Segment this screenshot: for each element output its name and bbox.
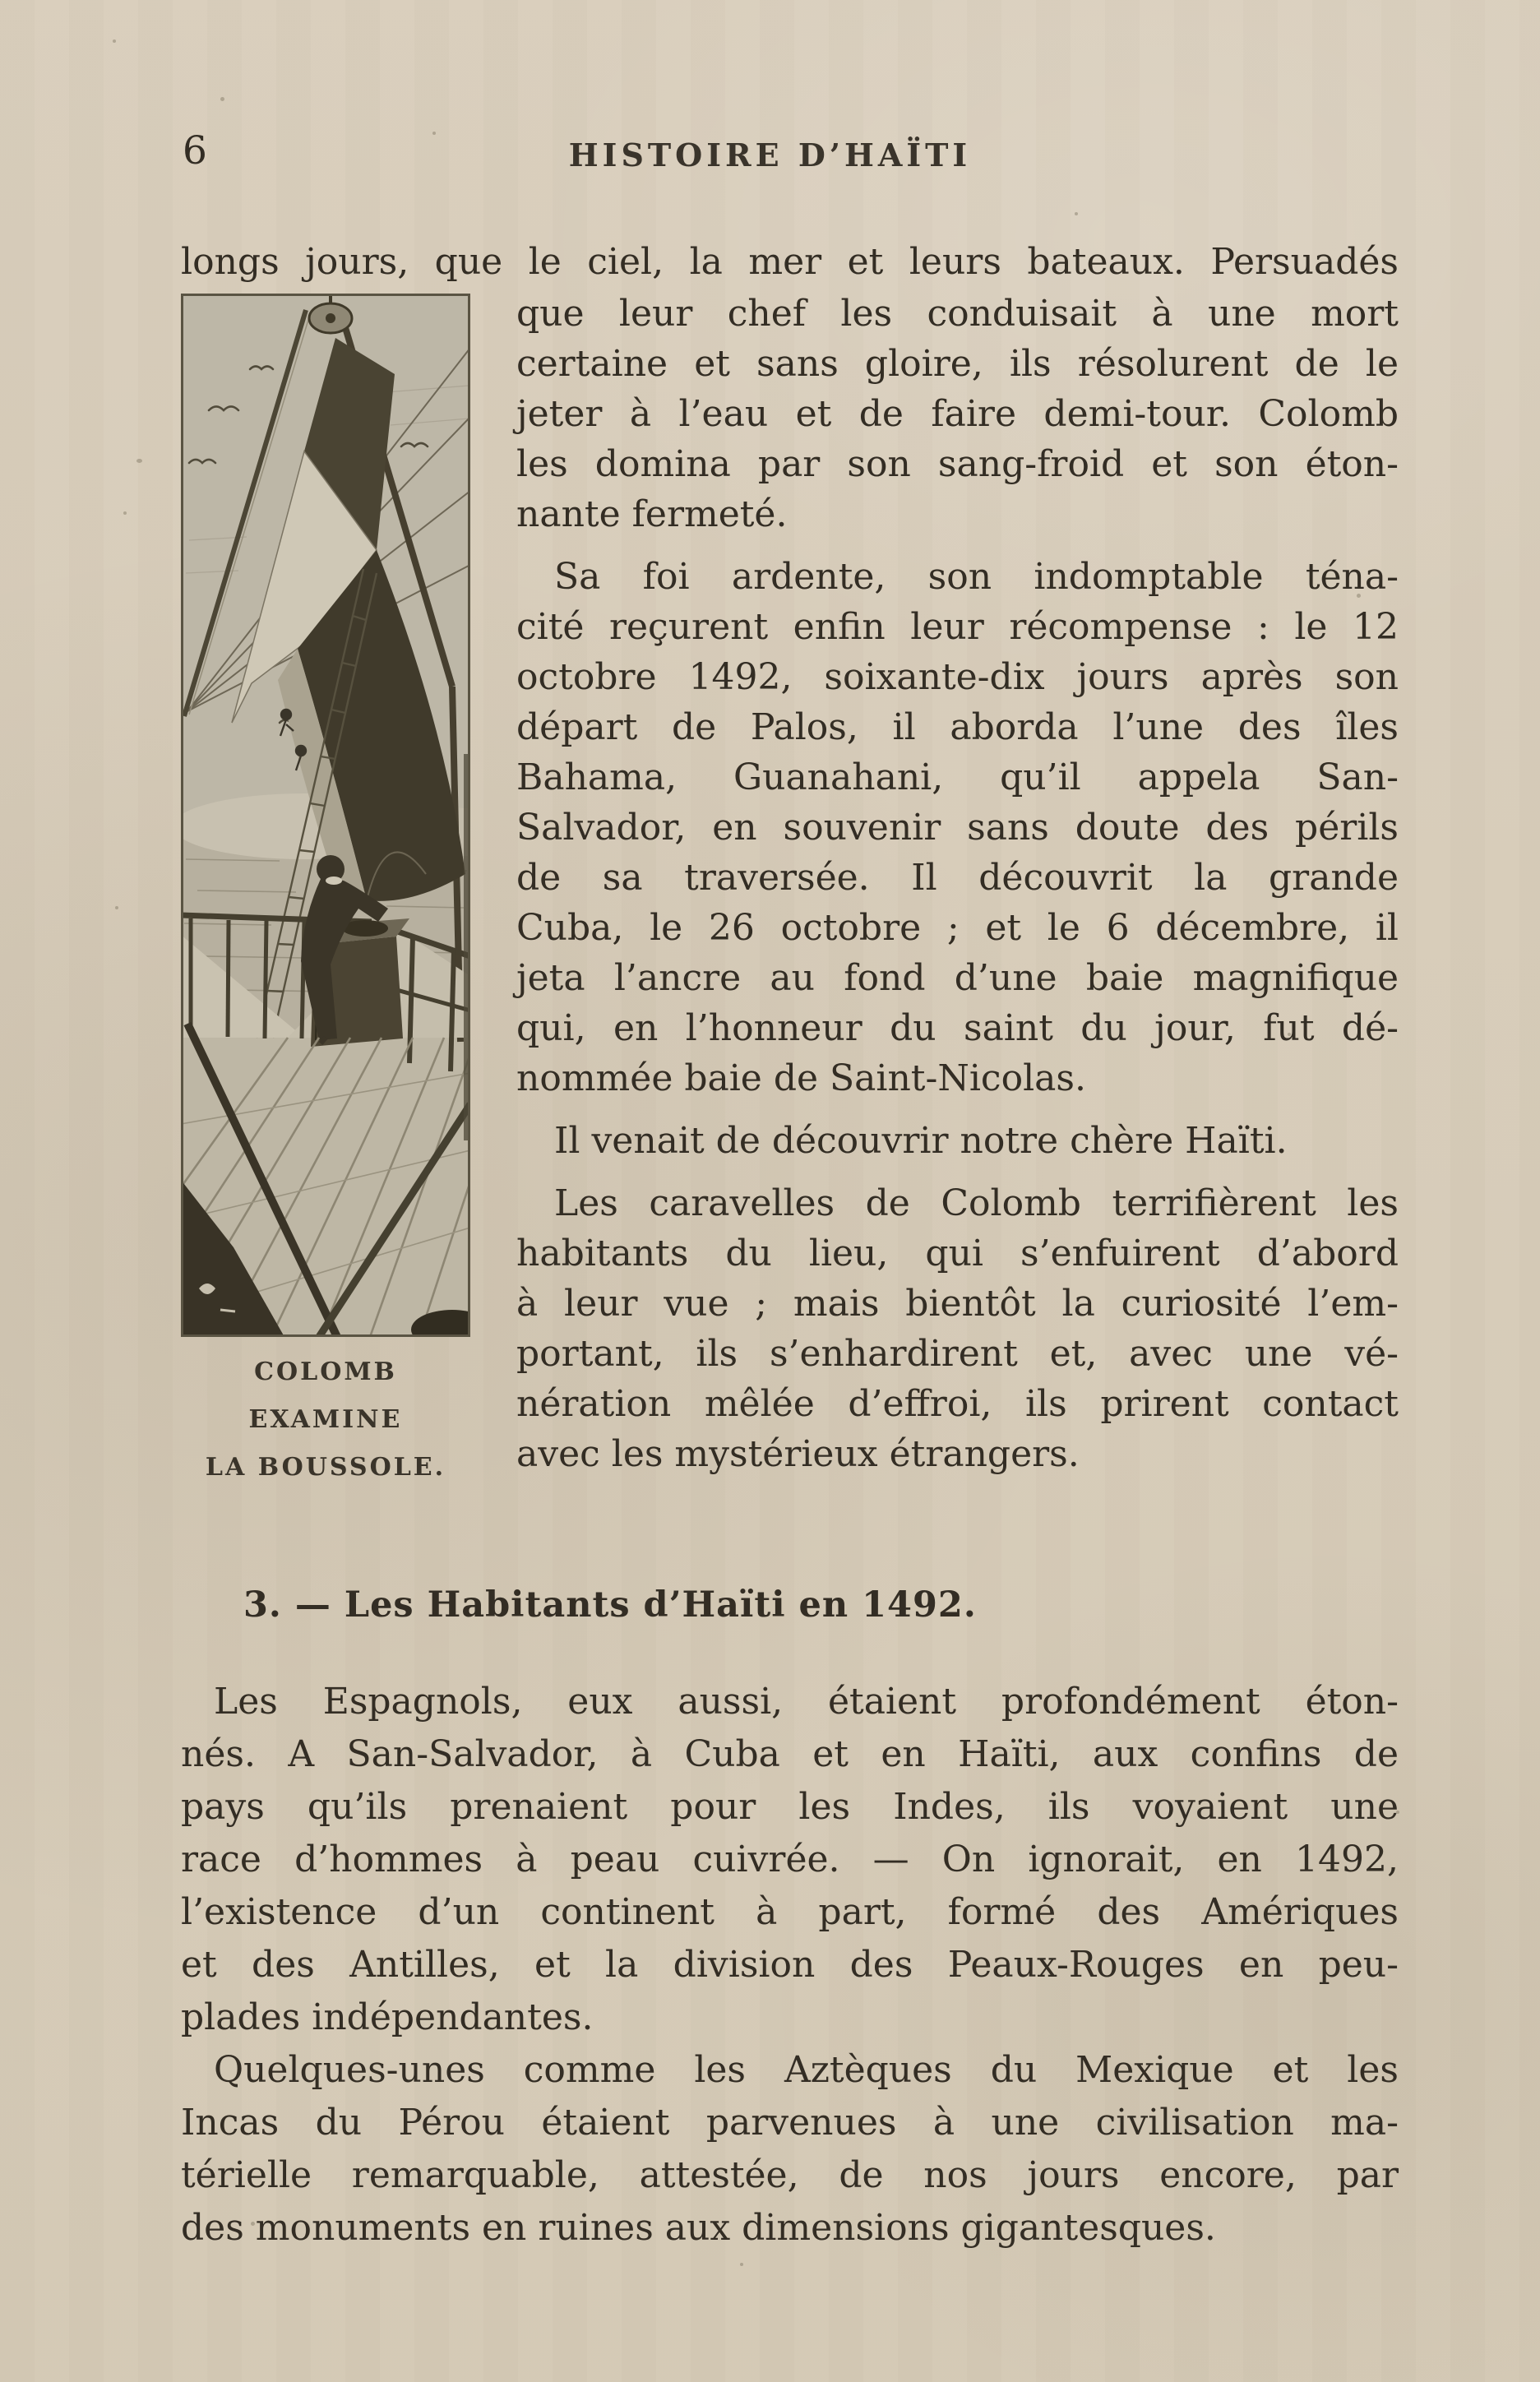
text-line: jeter à l’eau et de faire demi-tour. Colomb	[516, 393, 1399, 435]
page-content	[181, 237, 1399, 2255]
text-line: Incas du Pérou étaient parvenues à une civilisation ma-	[181, 2102, 1399, 2144]
text-line: pays qu’ils prenaient pour les Indes, ils voyaient une	[181, 1786, 1399, 1828]
text-line: Les Espagnols, eux aussi, étaient profondément éton-	[214, 1681, 1399, 1723]
illustration-figure	[181, 294, 470, 1492]
text-line: à leur vue ; mais bientôt la curiosité l’em-	[516, 1283, 1399, 1325]
text-line: race d’hommes à peau cuivrée. — On ignorait, en 1492,	[181, 1839, 1399, 1880]
text-line: de sa traversée. Il découvrit la grande	[516, 857, 1399, 899]
paragraph	[181, 1676, 1399, 2044]
figure-caption	[181, 1348, 470, 1492]
text-line: Les caravelles de Colomb terrifièrent les	[554, 1182, 1399, 1224]
text-line: l’existence d’un continent à part, formé des Amériques	[181, 1891, 1399, 1933]
paper-speck	[1075, 212, 1078, 215]
running-title: HISTOIRE D’HAÏTI	[568, 136, 972, 173]
text-line: les domina par son sang-froid et son éton-	[516, 443, 1399, 485]
text-line: certaine et sans gloire, ils résolurent de le	[516, 343, 1399, 385]
text-line: nés. A San-Salvador, à Cuba et en Haïti, aux confins de	[181, 1733, 1399, 1775]
text-line: qui, en l’honneur du saint du jour, fut dé-	[516, 1007, 1399, 1049]
text-line: que leur chef les conduisait à une mort	[516, 293, 1399, 335]
colomb-boussole-illustration	[181, 294, 470, 1337]
paragraph	[181, 2044, 1399, 2255]
paper-speck	[432, 132, 436, 135]
text-line: nommée baie de Saint-Nicolas.	[516, 1057, 1086, 1099]
text-line: Salvador, en souvenir sans doute des périls	[516, 807, 1399, 849]
page-number: 6	[183, 128, 207, 173]
paper-speck	[220, 97, 224, 101]
paper-speck	[740, 2263, 743, 2266]
text-line: nération mêlée d’effroi, ils prirent contact	[516, 1383, 1399, 1425]
paper-speck	[251, 2222, 255, 2226]
text-line: longs jours, que le ciel, la mer et leurs bateaux. Persuadés	[181, 241, 1399, 283]
text-line: octobre 1492, soixante-dix jours après son	[516, 656, 1399, 698]
paper-speck	[1396, 1811, 1399, 1814]
text-line: et des Antilles, et la division des Peaux-Rouges en peu-	[181, 1944, 1399, 1986]
text-line: Cuba, le 26 octobre ; et le 6 décembre, il	[516, 907, 1399, 949]
text-line: plades indépendantes.	[181, 1996, 594, 2038]
paper-speck	[1288, 1033, 1291, 1036]
text-line: COLOMB EXAMINE	[248, 1358, 403, 1434]
paper-speck	[1357, 594, 1361, 598]
text-line: avec les mystérieux étrangers.	[516, 1433, 1080, 1475]
text-line: LA BOUSSOLE.	[205, 1453, 446, 1482]
text-line: portant, ils s’enhardirent et, avec une vé-	[516, 1333, 1399, 1375]
text-line: térielle remarquable, attestée, de nos jours encore, par	[181, 2154, 1399, 2196]
paper-speck	[136, 459, 142, 463]
text-line: des monuments en ruines aux dimensions gigantesques.	[181, 2207, 1216, 2249]
text-line: cité reçurent enfin leur récompense : le 12	[516, 606, 1399, 648]
text-line: habitants du lieu, qui s’enfuirent d’abord	[516, 1233, 1399, 1274]
text-line: nante fermeté.	[516, 493, 788, 535]
text-line: Il venait de découvrir notre chère Haïti.	[554, 1120, 1288, 1162]
text-line: départ de Palos, il aborda l’une des îles	[516, 706, 1399, 748]
text-line: jeta l’ancre au fond d’une baie magnifique	[516, 957, 1399, 999]
section-heading: 3. — Les Habitants d’Haïti en 1492.	[243, 1584, 977, 1626]
text-line: Quelques-unes comme les Aztèques du Mexique et les	[214, 2049, 1399, 2091]
paper-speck	[115, 906, 118, 909]
section-3	[181, 1479, 1399, 2255]
paper-speck	[123, 511, 127, 515]
text-line: Bahama, Guanahani, qu’il appela San-	[516, 756, 1399, 798]
text-line: Sa foi ardente, son indomptable téna-	[554, 556, 1399, 598]
paper-speck	[113, 39, 116, 43]
